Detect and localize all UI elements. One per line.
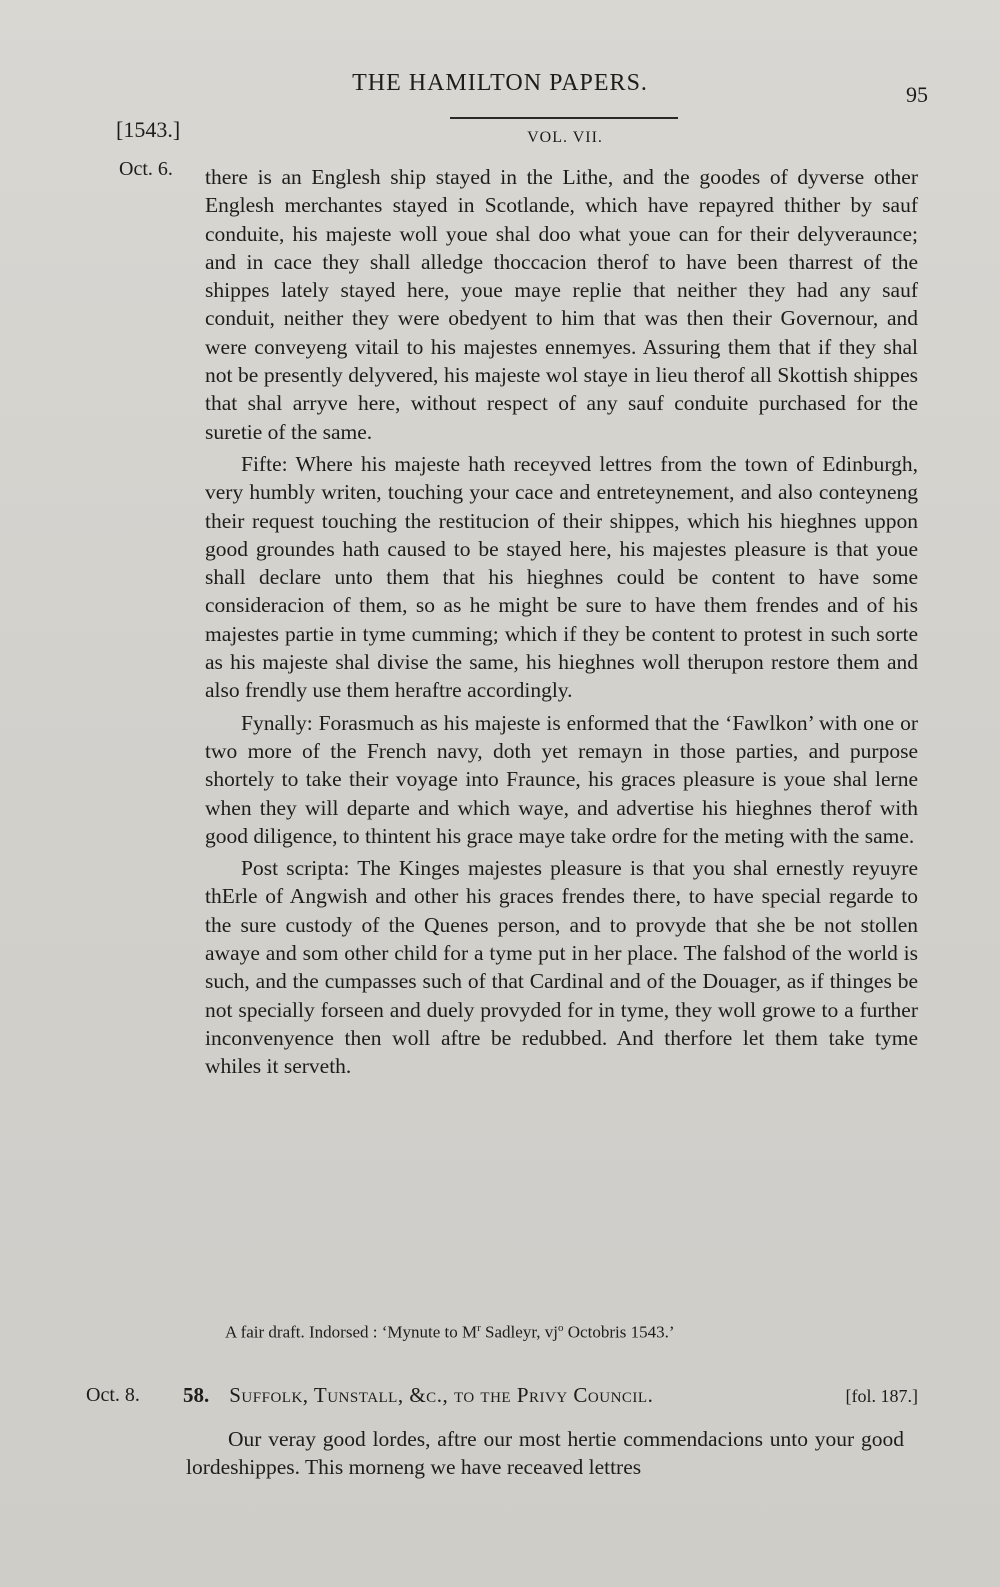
paragraph-post-scripta: Post scripta: The Kinges majestes pleasure is that you shal ernestly reyuyre thErle of Angwish and other his graces frendes there, to have special regarde to the sure custody of the Quenes person, and to provyde that she be not stollen awaye and som other child for a tyme put in her place. The falshod of the world is such, and the cumpasses such of that Cardinal and of the Douager, as if thinges be not specially forseen and duely provyded for in tyme, they woll growe to a further inconvenyence then woll aftre be redubbed. And therfore let them take tyme whiles it serveth. xyxy=(205,856,918,1079)
header-rule xyxy=(450,117,678,119)
note-superscript-o: o xyxy=(558,1322,564,1334)
paragraph-continuation: there is an Englesh ship stayed in the Lithe, and the goodes of dyverse other Englesh merchantes stayed in Scotlande, which have repayred thither by sauf conduite, his majeste woll youe shal doo what youe can for their delyveraunce; and in cace they shall alledge thoccacion therof to have been tharrest of the shippes lately stayed here, youe maye replie that neither they had any sauf conduit, neither they were obedyent to him that was then their Governour, and were conveyeng vitail to his majestes ennemyes. Assuring them that if they shal not be presently delyvered, his majeste wol staye in lieu therof all Skottish shippes that shal arryve here, without respect of any sauf conduite purchased for the suretie of the same. xyxy=(205,165,918,444)
note-suffix: Octobris 1543.’ xyxy=(563,1322,675,1342)
main-text xyxy=(205,163,918,1081)
paragraph-fifte: Fifte: Where his majeste hath receyved lettres from the town of Edinburgh, very humbly writen, touching your cace and entreteynement, and also conteyneng their request touching the restitucion of their shippes, which his hieghnes uppon good groundes hath caused to be stayed here, his majestes pleasure is that youe shall declare unto them that his hieghnes could be content to have some consideracion of them, so as he might be sure to have them frendes and of his majestes partie in tyme cumming; which if they be content to protest in such sorte as his majeste shal divise the same, his hieghnes woll therupon restore them and also frendly use them heraftre accordingly. xyxy=(205,451,918,703)
document-heading xyxy=(183,1383,918,1408)
note-prefix: A fair draft. Indorsed : ‘Mynute to M xyxy=(225,1322,478,1342)
document-number: 58. xyxy=(183,1383,210,1407)
note-superscript-r: r xyxy=(477,1322,481,1334)
page-number: 95 xyxy=(906,82,928,107)
letter-text xyxy=(186,1425,904,1482)
margin-date-oct-8: Oct. 8. xyxy=(86,1384,140,1406)
year-bracket: [1543.] xyxy=(116,117,181,142)
document-title: Suffolk, Tunstall, &c., to the Privy Council. xyxy=(229,1383,654,1407)
folio-reference: [fol. 187.] xyxy=(845,1386,918,1406)
letter-opening: Our veray good lordes, aftre our most hertie commendacions unto your good lordeshippes. This morneng we have receaved lettres xyxy=(186,1427,904,1480)
editorial-note xyxy=(225,1322,675,1343)
paragraph-fynally: Fynally: Forasmuch as his majeste is enformed that the ‘Fawlkon’ with one or two more of the French navy, doth yet remayn in those parties, and purpose shortely to take their voyage into Fraunce, his graces pleasure is youe shal lerne when they will departe and which waye, and advertise his hieghnes therof with good diligence, to thintent his grace maye take ordre for the meting with the same. xyxy=(205,710,918,848)
volume-label: VOL. VII. xyxy=(527,129,603,146)
margin-date-oct-6: Oct. 6. xyxy=(119,158,173,180)
note-middle: Sadleyr, vj xyxy=(480,1322,559,1342)
running-title: THE HAMILTON PAPERS. xyxy=(352,70,648,96)
